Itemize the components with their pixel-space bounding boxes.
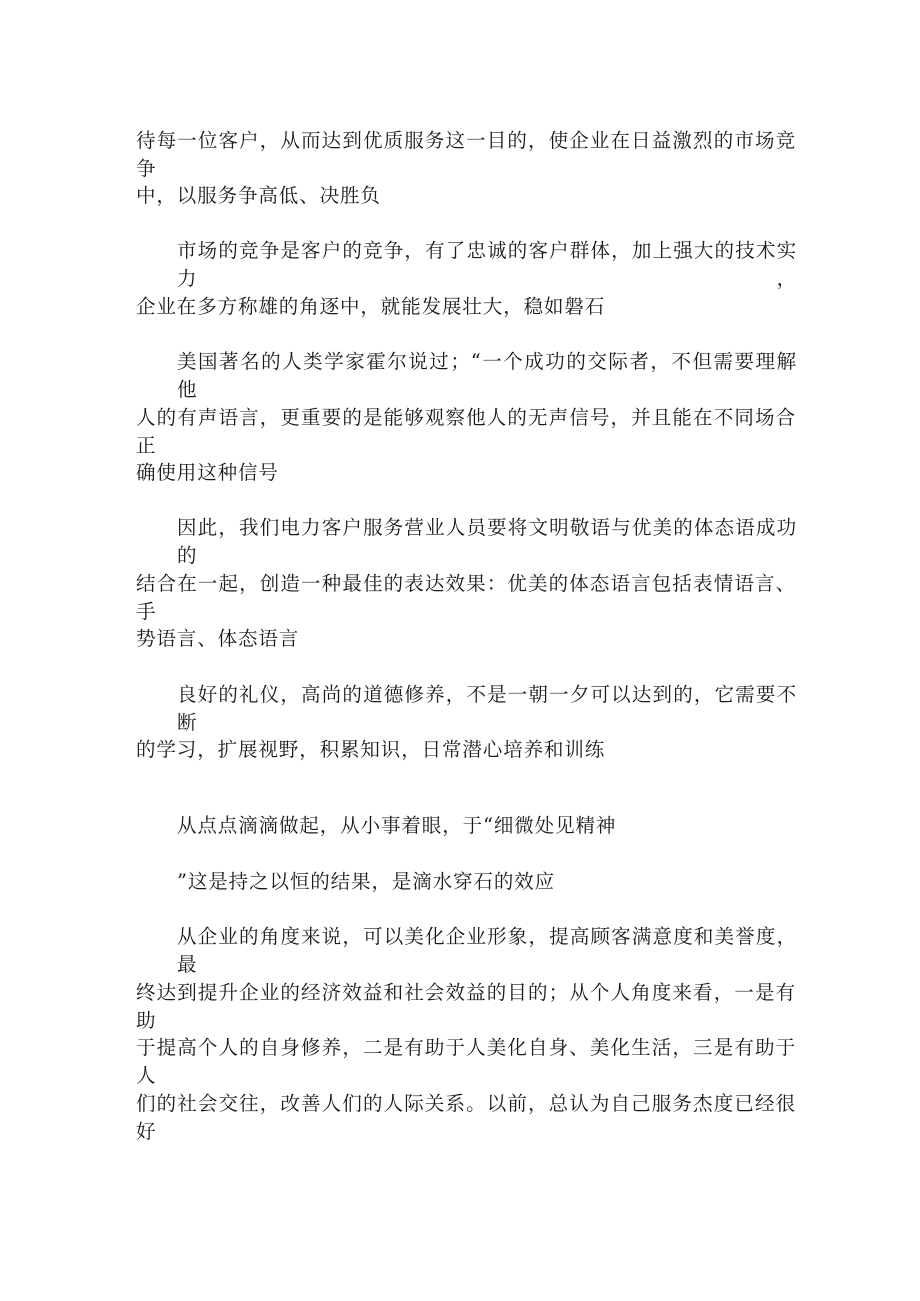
paragraph-line: 企业在多方称雄的角逐中，就能发展壮大，稳如磐石 <box>136 295 606 318</box>
paragraph-line: 们的社会交往，改善人们的人际关系。以前，总认为自己服务杰度已经很好 <box>136 1092 796 1143</box>
paragraph-line: 势语言、体态语言 <box>136 627 300 650</box>
paragraph-line: 因此，我们电力客户服务营业人员要将文明敬语与优美的体态语成功的 <box>177 516 797 567</box>
paragraph-line: 从企业的角度来说，可以美化企业形象，提高顾客满意度和美誉度，最 <box>177 925 797 976</box>
paragraph-line: 从点点滴滴做起，从小事着眼，于“细微处见精神 <box>177 814 617 837</box>
paragraph-line: 待每一位客户，从而达到优质服务这一目的，使企业在日益激烈的市场竞争 <box>136 129 796 180</box>
paragraph-line: 人的有声语言，更重要的是能够观察他人的无声信号，并且能在不同场合正 <box>136 406 796 457</box>
paragraph-line: 结合在一起，创造一种最佳的表达效果：优美的体态语言包括表情语言、手 <box>136 572 796 623</box>
paragraph-line: 中，以服务争高低、决胜负 <box>136 184 381 207</box>
paragraph-line: 美国著名的人类学家霍尔说过；“一个成功的交际者，不但需要理解他 <box>177 350 797 401</box>
paragraph-line: 确使用这种信号 <box>136 461 279 484</box>
paragraph-line: 良好的礼仪，高尚的道德修养，不是一朝一夕可以达到的，它需要不断 <box>177 683 797 734</box>
paragraph-line: 的学习，扩展视野，积累知识，日常潜心培养和训练 <box>136 738 606 761</box>
paragraph-line: 市场的竞争是客户的竞争，有了忠诚的客户群体，加上强大的技术实力， <box>177 239 797 290</box>
paragraph-line: 于提高个人的自身修养，二是有助于人美化自身、美化生活，三是有助于人 <box>136 1036 796 1087</box>
paragraph-line: 终达到提升企业的经济效益和社会效益的目的；从个人角度来看，一是有助 <box>136 981 796 1032</box>
paragraph-line: ”这是持之以恒的结果，是滴水穿石的效应 <box>177 870 556 893</box>
